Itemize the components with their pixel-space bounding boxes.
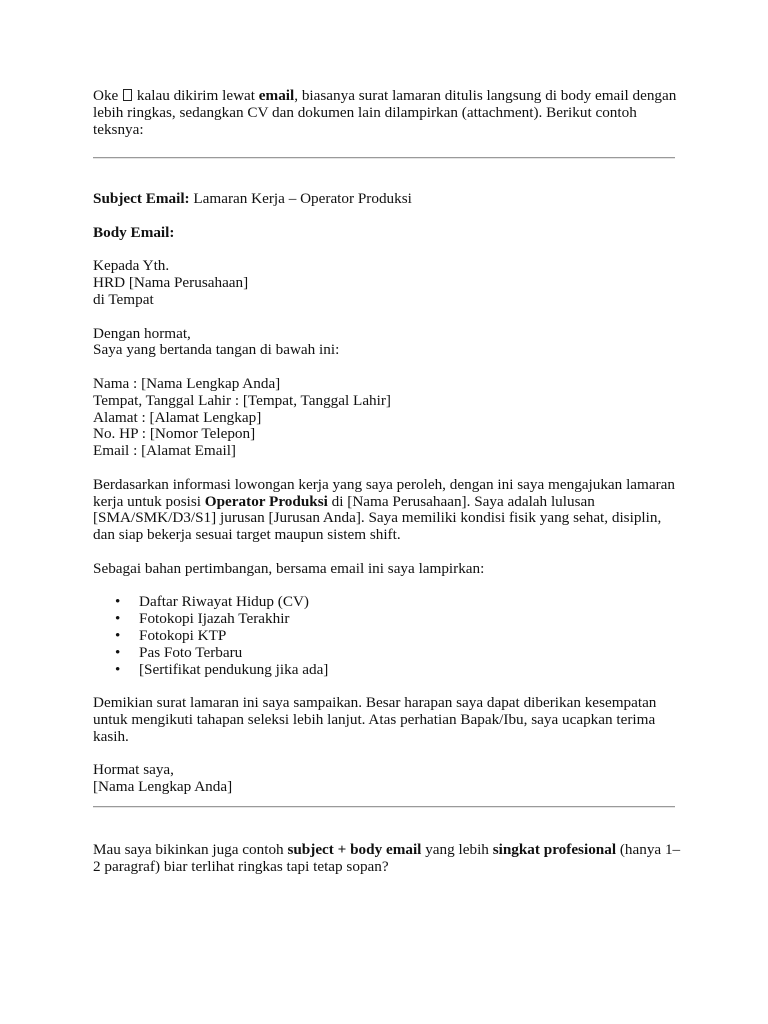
signoff-line: Hormat saya, [93, 761, 174, 779]
followup-bold-2: singkat profesional [492, 840, 617, 858]
followup-text-3: (hanya 1–2 paragraf) biar terlihat ringkas tapi tetap sopan? [93, 840, 681, 875]
document-page [93, 88, 683, 892]
identity-line: No. HP : [Nomor Telepon] [93, 425, 256, 443]
list-item-text: Daftar Riwayat Hidup (CV) [139, 593, 309, 611]
intro-bold-email: email [258, 87, 295, 104]
intro-paragraph [93, 88, 683, 138]
greeting-block [93, 326, 683, 360]
bullet-icon: • [115, 593, 121, 611]
bullet-icon: • [115, 626, 121, 644]
intro-text-3: , biasanya surat lamaran ditulis langsung di body email dengan lebih ringkas, sedangkan CV dan dokumen lain dilampirkan (attachment). Berikut contoh teksnya: [93, 87, 677, 138]
address-block [93, 258, 683, 308]
identity-line: Tempat, Tanggal Lahir : [Tempat, Tanggal Lahir] [93, 391, 391, 409]
attachments-intro: Sebagai bahan pertimbangan, bersama email ini saya lampirkan: [93, 559, 485, 577]
list-item-text: Fotokopi KTP [139, 626, 227, 644]
intro-text-2: kalau dikirim lewat [133, 87, 259, 104]
list-item-text: Fotokopi Ijazah Terakhir [139, 610, 290, 628]
bullet-icon: • [115, 643, 121, 661]
application-text-2: di [Nama Perusahaan]. Saya adalah lulusan [SMA/SMK/D3/S1] jurusan [Jurusan Anda]. Saya memiliki kondisi fisik yang sehat, disiplin, dan siap bekerja sesuai target maupun sistem shift. [93, 492, 662, 544]
subject-line [93, 191, 683, 208]
signoff-name: [Nama Lengkap Anda] [93, 778, 233, 796]
list-item-text: [Sertifikat pendukung jika ada] [139, 660, 329, 678]
greeting-line: Dengan hormat, [93, 324, 191, 342]
attachment-list [93, 594, 683, 678]
followup-paragraph [93, 842, 683, 876]
closing-paragraph: Demikian surat lamaran ini saya sampaikan. Besar harapan saya dapat diberikan kesempatan untuk mengikuti tahapan seleksi lebih lanjut. Atas perhatian Bapak/Ibu, saya ucapkan terima kasih. [93, 694, 657, 745]
application-text-1: Berdasarkan informasi lowongan kerja yang saya peroleh, dengan ini saya mengajukan lamaran kerja untuk posisi [93, 475, 675, 510]
bullet-icon: • [115, 660, 121, 678]
application-position: Operator Produksi [204, 492, 328, 510]
signoff-block [93, 762, 683, 796]
followup-text-2: yang lebih [421, 840, 493, 858]
address-line: Kepada Yth. [93, 257, 170, 275]
identity-line: Alamat : [Alamat Lengkap] [93, 408, 262, 426]
intro-text-1: Oke [93, 87, 123, 104]
application-paragraph [93, 477, 683, 544]
address-line: di Tempat [93, 290, 154, 308]
bullet-icon: • [115, 610, 121, 628]
list-item [93, 645, 683, 662]
subject-label: Subject Email: [93, 190, 190, 208]
list-item [93, 628, 683, 645]
body-label-line [93, 225, 683, 242]
list-item [93, 611, 683, 628]
identity-line: Email : [Alamat Email] [93, 442, 236, 460]
missing-glyph-icon [123, 89, 132, 101]
greeting-line: Saya yang bertanda tangan di bawah ini: [93, 341, 340, 359]
followup-text-1: Mau saya bikinkan juga contoh [93, 840, 288, 858]
list-item [93, 594, 683, 611]
list-item [93, 662, 683, 679]
body-label: Body Email: [93, 223, 175, 241]
identity-block [93, 376, 683, 460]
subject-value: Lamaran Kerja – Operator Produksi [189, 190, 412, 208]
followup-bold-1: subject + body email [287, 840, 422, 858]
list-item-text: Pas Foto Terbaru [139, 643, 243, 661]
identity-line: Nama : [Nama Lengkap Anda] [93, 374, 281, 392]
address-line: HRD [Nama Perusahaan] [93, 274, 249, 292]
